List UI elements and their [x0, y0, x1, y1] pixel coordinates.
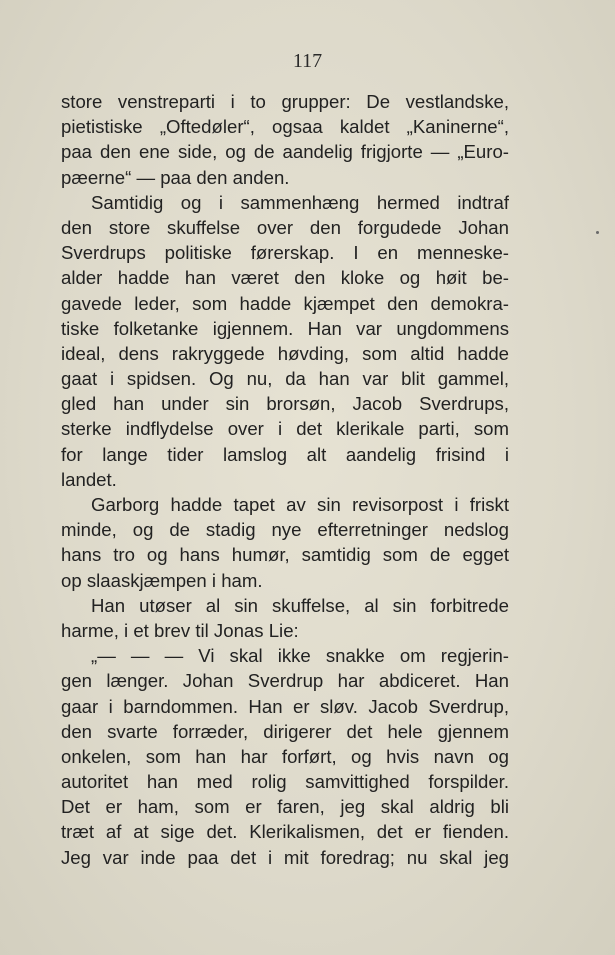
text-line: harme, i et brev til Jonas Lie:: [61, 619, 299, 641]
text-line: gavede leder, som hadde kjæmpet den demokra-: [61, 292, 509, 314]
text-line: tiske folketanke igjennem. Han var ungdommens: [61, 317, 509, 339]
text-line: Jeg var inde paa det i mit foredrag; nu skal jeg: [61, 846, 509, 868]
body-text: [61, 89, 509, 870]
text-line: Samtidig og i sammenhæng hermed indtraf: [91, 191, 509, 213]
text-line: pæerne“ — paa den anden.: [61, 166, 290, 188]
text-line: gled han under sin brorsøn, Jacob Sverdrups,: [61, 393, 509, 415]
text-line: sterke indflydelse over i det klerikale parti, som: [61, 418, 509, 440]
text-line: pietistiske „Oftedøler“, ogsaa kaldet „Kaninerne“,: [61, 116, 509, 138]
text-line: Sverdrups politiske førerskap. I en menneske-: [61, 242, 509, 264]
text-line: store venstreparti i to grupper: De vestlandske,: [61, 91, 509, 112]
text-line: autoritet han med rolig samvittighed forspilder.: [61, 771, 509, 793]
text-line: gaar i barndommen. Han er sløv. Jacob Sverdrup,: [61, 695, 509, 717]
text-line: „— — — Vi skal ikke snakke om regjerin-: [91, 645, 509, 667]
text-line: træt af at sige det. Klerikalismen, det er fienden.: [61, 821, 509, 843]
text-line: den svarte forræder, dirigerer det hele gjennem: [61, 720, 509, 742]
text-line: for lange tider lamslog alt aandelig frisind i: [61, 443, 509, 465]
text-line: hans tro og hans humør, samtidig som de egget: [61, 544, 509, 566]
text-line: Garborg hadde tapet av sin revisorpost i friskt: [91, 494, 509, 515]
margin-mark: [596, 231, 599, 234]
text-line: op slaaskjæmpen i ham.: [61, 569, 263, 591]
page-number: 117: [292, 50, 323, 72]
text-line: Han utøser al sin skuffelse, al sin forbitrede: [91, 594, 509, 616]
text-line: Det er ham, som er faren, jeg skal aldrig bli: [61, 796, 509, 818]
text-line: gen længer. Johan Sverdrup har abdiceret. Han: [61, 670, 509, 692]
text-line: minde, og de stadig nye efterretninger nedslog: [61, 519, 509, 541]
text-line: gaat i spidsen. Og nu, da han var blit gammel,: [61, 368, 509, 390]
text-line: onkelen, som han har forført, og hvis navn og: [61, 745, 509, 767]
text-line: paa den ene side, og de aandelig frigjorte — „Euro-: [61, 141, 509, 163]
text-line: landet.: [61, 468, 117, 490]
text-line: alder hadde han været den kloke og høit be-: [61, 267, 509, 289]
text-line: ideal, dens rakryggede høvding, som altid hadde: [61, 342, 509, 364]
text-line: den store skuffelse over den forgudede Johan: [61, 216, 509, 238]
